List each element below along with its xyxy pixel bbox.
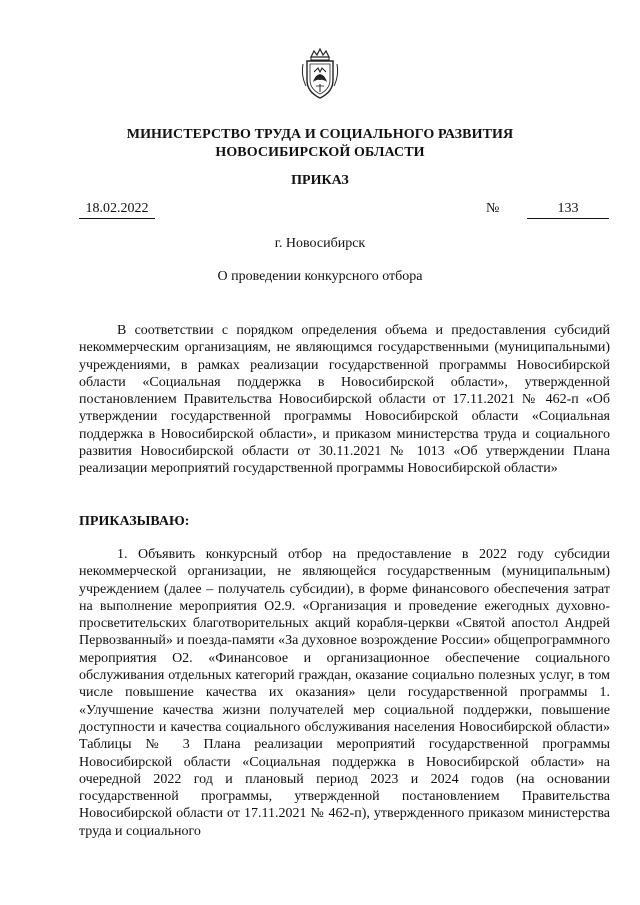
order-directive: ПРИКАЗЫВАЮ: bbox=[79, 514, 190, 529]
preamble-paragraph: В соответствии с порядком определения объема и предоставления субсидий некоммерческим организациям, не являющимся государственными (муниципальными) учреждениями, в рамках реализации государственной программы Новосибирской области «Социальная поддержка в Новосибирской области», утвержденной постановлением Правительства Новосибирской области от 17.11.2021 № 462-п «Об утверждении государственной программы Новосибирской области «Социальная поддержка в Новосибирской области», и приказом министерства труда и социального развития Новосибирской области от 30.11.2021 № 1013 «Об утверждении Плана реализации мероприятий государственной программы Новосибирской области» bbox=[79, 323, 610, 477]
order-date: 18.02.2022 bbox=[79, 200, 155, 219]
ministry-title-line1: МИНИСТЕРСТВО ТРУДА И СОЦИАЛЬНОГО РАЗВИТИЯ bbox=[126, 127, 514, 142]
item-1-paragraph: 1. Объявить конкурсный отбор на предоставление в 2022 году субсидии некоммерческой организации, не являющейся государственным (муниципальным) учреждением (далее – получатель субсидии), в форме финансового обеспечения затрат на выполнение мероприятия О2.9. «Организация и проведение ежегодных духовно-просветительских благотворительных акций корабля-церкви «Святой апостол Андрей Первозванный» и поезда-памяти «За духовное возрождение России» общепрограммного мероприятия О2. «Финансовое и организационное обеспечение социального обслуживания отдельных категорий граждан, оказание социально полезных услуг, в том числе повышение качества их оказания» цели государственной программы 1. «Улучшение качества жизни получателей мер социальной поддержки, повышение доступности и качества социального обслуживания населения Новосибирской области» Таблицы № 3 Плана реализации мероприятий государственной программы Новосибирской области «Социальная поддержка в Новосибирской области» на очередной 2022 год и плановый период 2023 и 2024 годов (на основании государственной программы, утвержденной постановлением Правительства Новосибирской области от 17.11.2021 № 462-п), утвержденного приказом министерства труда и социального bbox=[79, 547, 610, 839]
city: г. Новосибирск bbox=[274, 236, 366, 251]
document-type: ПРИКАЗ bbox=[291, 173, 349, 188]
number-sign: № bbox=[486, 201, 500, 216]
ministry-title-line2: НОВОСИБИРСКОЙ ОБЛАСТИ bbox=[215, 145, 425, 160]
coat-of-arms-icon bbox=[299, 48, 341, 100]
ministry-title bbox=[60, 126, 580, 162]
order-number: 133 bbox=[527, 200, 609, 219]
order-subject: О проведении конкурсного отбора bbox=[217, 269, 423, 284]
